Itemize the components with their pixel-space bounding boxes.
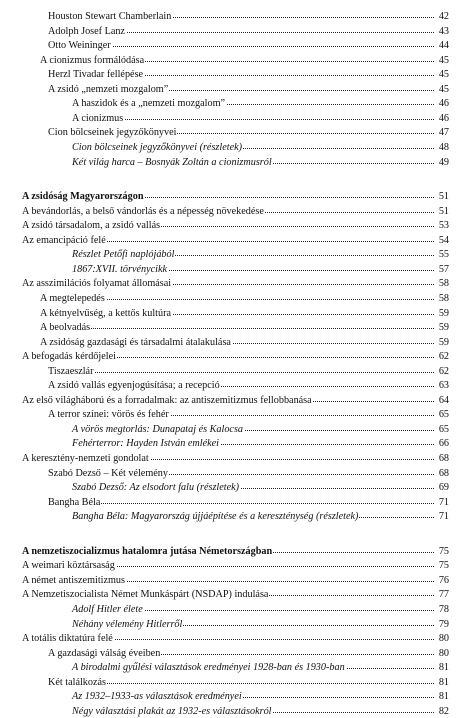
toc-entry-title: Az emancipáció felé (22, 234, 106, 246)
toc-entry-page-number: 65 (435, 423, 449, 436)
toc-entry-page-number: 59 (435, 321, 449, 334)
toc-entry-title: Tiszaeszlár (48, 365, 94, 377)
toc-entry (0, 25, 470, 38)
toc-entry-page-number: 81 (435, 676, 449, 689)
toc-entry (0, 219, 470, 232)
toc-entry-page-number: 47 (435, 126, 449, 139)
toc-entry (0, 97, 470, 110)
toc-entry-title: A cionizmus formálódása (40, 54, 145, 66)
toc-entry (0, 545, 470, 558)
toc-entry-page-number: 71 (435, 496, 449, 509)
toc-entry-title: A zsidó társadalom, a zsidó vallás (22, 220, 161, 232)
toc-entry-title: A gazdasági válság éveiben (48, 647, 161, 659)
toc-entry-page-number: 80 (435, 632, 449, 645)
toc-entry-page-number: 65 (435, 408, 449, 421)
toc-entry-title: A zsidóság Magyarországon (22, 191, 144, 203)
toc-entry-page-number: 80 (435, 647, 449, 660)
toc-entry-title: A Nemzetiszocialista Német Munkáspárt (NSDAP) indulása (22, 589, 269, 601)
toc-entry-title: A birodalmi gyűlési választások eredményei 1928-ban és 1930-ban (72, 662, 345, 674)
toc-entry-title: Herzl Tivadar fellépése (48, 69, 144, 81)
toc-entry-page-number: 58 (435, 277, 449, 290)
toc-entry-page-number: 76 (435, 574, 449, 587)
toc-entry-page-number: 78 (435, 603, 449, 616)
toc-entry-page-number: 68 (435, 467, 449, 480)
toc-entry (0, 467, 470, 480)
toc-entry-title: Az asszimilációs folyamat állomásai (22, 278, 172, 290)
toc-entry (0, 54, 470, 67)
toc-entry (0, 379, 470, 392)
toc-entry (0, 350, 470, 363)
toc-entry-page-number: 75 (435, 559, 449, 572)
toc-entry-page-number: 42 (435, 10, 449, 23)
toc-entry (0, 394, 470, 407)
toc-entry-title: A megtelepedés (40, 292, 105, 304)
toc-entry (0, 510, 470, 523)
toc-entry-title: Fehérterror: Hayden István emlékei (72, 438, 220, 450)
toc-entry (0, 10, 470, 23)
toc-entry-page-number: 45 (435, 54, 449, 67)
toc-entry-page-number: 81 (435, 661, 449, 674)
toc-entry-page-number: 51 (435, 205, 449, 218)
toc-entry (0, 205, 470, 218)
toc-entry-title: A terror színei: vörös és fehér (48, 409, 169, 421)
toc-entry-page-number: 82 (435, 705, 449, 718)
toc-entry-page-number: 63 (435, 379, 449, 392)
toc-entry-page-number: 45 (435, 68, 449, 81)
toc-entry (0, 83, 470, 96)
toc-entry-page-number: 55 (435, 248, 449, 261)
toc-entry (0, 408, 470, 421)
toc-entry-page-number: 44 (435, 39, 449, 52)
toc-entry-page-number: 77 (435, 588, 449, 601)
toc-entry (0, 661, 470, 674)
toc-entry-page-number: 62 (435, 365, 449, 378)
toc-entry-title: Houston Stewart Chamberlain (48, 11, 172, 22)
toc-entry-title: A haszidok és a „nemzeti mozgalom” (72, 98, 226, 110)
toc-entry-page-number: 81 (435, 690, 449, 703)
toc-entry-title: A weimari köztársaság (22, 560, 115, 572)
toc-entry (0, 190, 470, 203)
toc-entry-title: Két találkozás (48, 676, 106, 688)
toc-entry-page-number: 49 (435, 156, 449, 169)
toc-entry (0, 277, 470, 290)
toc-entry-page-number: 66 (435, 437, 449, 450)
dot-leader (72, 119, 434, 120)
toc-entry (0, 647, 470, 660)
toc-entry-title: Szabó Dezső: Az elsodort falu (részletek) (72, 482, 240, 494)
toc-entry-title: A totális diktatúra felé (22, 633, 113, 644)
toc-entry (0, 481, 470, 494)
toc-entry-title: Néhány vélemény Hitlerről (72, 618, 183, 630)
toc-entry (0, 365, 470, 378)
toc-entry-title: A vörös megtorlás: Dunapataj és Kalocsa (72, 423, 244, 435)
toc-entry (0, 559, 470, 572)
toc-entry (0, 676, 470, 689)
toc-entry (0, 321, 470, 334)
toc-entry (0, 452, 470, 465)
toc-entry-title: Az első világháború és a forradalmak: az antiszemitizmus fellobbanása (22, 394, 312, 406)
toc-entry (0, 39, 470, 52)
toc-entry-title: Az 1932–1933-as választások eredményei (72, 691, 242, 703)
toc-entry (0, 705, 470, 718)
toc-entry-title: A keresztény-nemzeti gondolat (22, 453, 149, 464)
toc-entry-page-number: 68 (435, 452, 449, 465)
toc-entry-title: A zsidó „nemzeti mozgalom” (48, 83, 169, 95)
toc-entry (0, 112, 470, 125)
toc-entry-page-number: 62 (435, 350, 449, 363)
toc-entry-title: A bevándorlás, a belső vándorlás és a népesség növekedése (22, 205, 264, 217)
toc-entry (0, 68, 470, 81)
toc-entry-title: Otto Weininger (48, 40, 111, 52)
toc-entry-title: A cionizmus (72, 112, 124, 124)
dot-leader (48, 503, 434, 504)
toc-entry-title: A zsidóság gazdasági és társadalmi átalakulása (40, 336, 231, 348)
toc-entry (0, 423, 470, 436)
toc-entry-title: Szabó Dezső – Két vélemény (48, 467, 168, 479)
toc-entry (0, 437, 470, 450)
toc-entry (0, 263, 470, 276)
toc-entry-page-number: 57 (435, 263, 449, 276)
toc-entry-page-number: 71 (435, 510, 449, 523)
toc-entry-page-number: 43 (435, 25, 449, 38)
toc-entry-title: Négy választási plakát az 1932-es választásokról (72, 705, 272, 717)
toc-entry-title: Két világ harca – Bosnyák Zoltán a cionizmusról (72, 156, 272, 168)
dot-leader (40, 328, 434, 329)
toc-entry-page-number: 75 (435, 545, 449, 558)
toc-entry-page-number: 69 (435, 481, 449, 494)
toc-entry (0, 141, 470, 154)
toc-entry-page-number: 64 (435, 394, 449, 407)
toc-entry-page-number: 54 (435, 234, 449, 247)
toc-entry-title: Bangha Béla: Magyarország újjáépítése és a kereszténység (részletek) (72, 511, 359, 523)
toc-entry-title: Részlet Petőfi naplójából (72, 249, 175, 261)
toc-entry-title: A német antiszemitizmus (22, 574, 125, 586)
toc-entry (0, 156, 470, 169)
toc-entry-title: Adolf Hitler élete (72, 603, 143, 615)
toc-entry-page-number: 51 (435, 190, 449, 203)
toc-entry-title: Adolph Josef Lanz (48, 25, 125, 37)
toc-entry (0, 292, 470, 305)
toc-entry-title: A befogadás kérdőjelei (22, 351, 116, 363)
toc-entry-page-number: 53 (435, 219, 449, 232)
toc-entry (0, 248, 470, 261)
toc-entry-title: Cion bölcseinek jegyzőkönyvei (48, 127, 177, 139)
toc-entry-page-number: 79 (435, 618, 449, 631)
toc-entry (0, 632, 470, 645)
toc-entry-page-number: 45 (435, 83, 449, 96)
toc-entry (0, 307, 470, 320)
toc-entry (0, 496, 470, 509)
toc-entry (0, 234, 470, 247)
toc-entry-title: A beolvadás (40, 322, 91, 333)
toc-entry-title: A kétnyelvűség, a kettős kultúra (40, 307, 171, 319)
toc-entry-page-number: 58 (435, 292, 449, 305)
toc-entry (0, 336, 470, 349)
toc-entry (0, 690, 470, 703)
toc-entry-page-number: 46 (435, 112, 449, 125)
toc-entry (0, 588, 470, 601)
dot-leader (48, 372, 434, 373)
toc-entry-title: A zsidó vallás egyenjogúsítása; a recepció (48, 380, 220, 392)
toc-entry-page-number: 59 (435, 307, 449, 320)
toc-entry-title: A nemzetiszocializmus hatalomra jutása Németországban (22, 545, 273, 557)
toc-entry-page-number: 48 (435, 141, 449, 154)
toc-entry-page-number: 46 (435, 97, 449, 110)
toc-entry-title: Bangha Béla (48, 496, 101, 508)
toc-entry (0, 603, 470, 616)
toc-entry-title: 1867:XVII. törvénycikk (72, 263, 168, 275)
toc-entry (0, 574, 470, 587)
toc-entry (0, 618, 470, 631)
toc-entry-title: Cion bölcseinek jegyzőkönyvei (részletek) (72, 141, 243, 153)
toc-entry (0, 126, 470, 139)
toc-entry-page-number: 59 (435, 336, 449, 349)
